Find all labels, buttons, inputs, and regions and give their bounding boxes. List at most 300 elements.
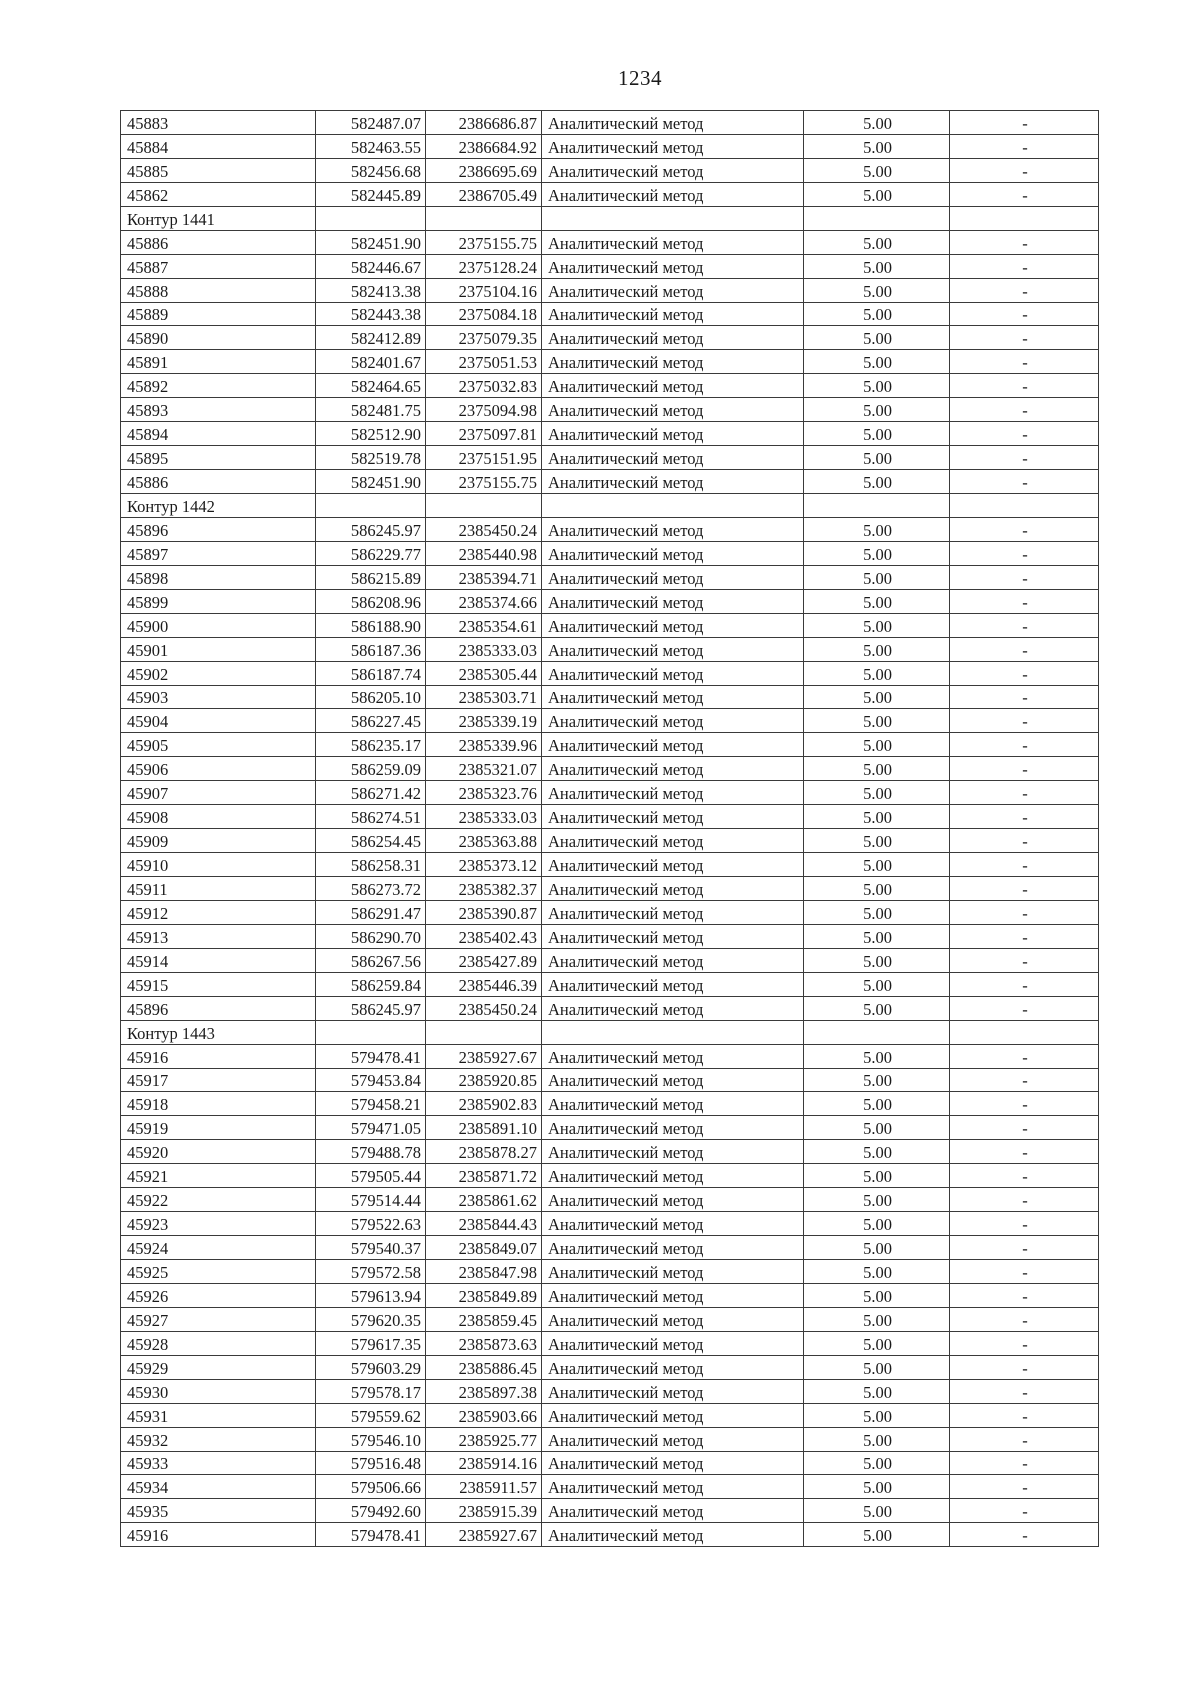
accuracy-cell: 5.00 [804,1379,950,1403]
point-id-cell: 45900 [121,613,316,637]
y-coordinate-cell: 2375079.35 [426,326,542,350]
y-coordinate-cell: 2385902.83 [426,1092,542,1116]
table-row [121,134,1099,158]
table-row [121,1331,1099,1355]
point-id-cell: 45908 [121,805,316,829]
note-cell: - [950,1092,1099,1116]
empty-cell [804,494,950,518]
y-coordinate-cell: 2385339.96 [426,733,542,757]
accuracy-cell: 5.00 [804,1475,950,1499]
x-coordinate-cell: 579620.35 [316,1307,426,1331]
table-row [121,661,1099,685]
y-coordinate-cell: 2385903.66 [426,1403,542,1427]
table-row [121,278,1099,302]
point-id-cell: 45917 [121,1068,316,1092]
note-cell: - [950,134,1099,158]
note-cell: - [950,1140,1099,1164]
accuracy-cell: 5.00 [804,709,950,733]
method-cell: Аналитический метод [542,254,804,278]
y-coordinate-cell: 2385861.62 [426,1188,542,1212]
accuracy-cell: 5.00 [804,661,950,685]
y-coordinate-cell: 2385440.98 [426,541,542,565]
method-cell: Аналитический метод [542,470,804,494]
note-cell: - [950,254,1099,278]
y-coordinate-cell: 2385382.37 [426,877,542,901]
note-cell: - [950,1307,1099,1331]
y-coordinate-cell: 2375084.18 [426,302,542,326]
method-cell: Аналитический метод [542,374,804,398]
method-cell: Аналитический метод [542,733,804,757]
method-cell: Аналитический метод [542,1379,804,1403]
y-coordinate-cell: 2375155.75 [426,230,542,254]
accuracy-cell: 5.00 [804,1355,950,1379]
x-coordinate-cell: 586267.56 [316,948,426,972]
x-coordinate-cell: 586188.90 [316,613,426,637]
table-row [121,996,1099,1020]
x-coordinate-cell: 579603.29 [316,1355,426,1379]
point-id-cell: 45902 [121,661,316,685]
method-cell: Аналитический метод [542,853,804,877]
table-row [121,1355,1099,1379]
note-cell: - [950,900,1099,924]
x-coordinate-cell: 582464.65 [316,374,426,398]
method-cell: Аналитический метод [542,398,804,422]
point-id-cell: 45895 [121,446,316,470]
table-row [121,733,1099,757]
accuracy-cell: 5.00 [804,1164,950,1188]
point-id-cell: 45915 [121,972,316,996]
accuracy-cell: 5.00 [804,900,950,924]
accuracy-cell: 5.00 [804,1403,950,1427]
accuracy-cell: 5.00 [804,1331,950,1355]
point-id-cell: 45933 [121,1451,316,1475]
method-cell: Аналитический метод [542,1523,804,1547]
note-cell: - [950,326,1099,350]
accuracy-cell: 5.00 [804,733,950,757]
y-coordinate-cell: 2385871.72 [426,1164,542,1188]
table-row [121,1283,1099,1307]
x-coordinate-cell: 582456.68 [316,158,426,182]
y-coordinate-cell: 2385844.43 [426,1212,542,1236]
accuracy-cell: 5.00 [804,541,950,565]
note-cell: - [950,1523,1099,1547]
accuracy-cell: 5.00 [804,1283,950,1307]
method-cell: Аналитический метод [542,829,804,853]
note-cell: - [950,278,1099,302]
y-coordinate-cell: 2385920.85 [426,1068,542,1092]
y-coordinate-cell: 2385374.66 [426,589,542,613]
method-cell: Аналитический метод [542,661,804,685]
x-coordinate-cell: 582443.38 [316,302,426,326]
x-coordinate-cell: 586245.97 [316,517,426,541]
point-id-cell: 45924 [121,1236,316,1260]
table-row [121,1307,1099,1331]
y-coordinate-cell: 2385321.07 [426,757,542,781]
table-row [121,1068,1099,1092]
point-id-cell: 45912 [121,900,316,924]
point-id-cell: 45889 [121,302,316,326]
accuracy-cell: 5.00 [804,1044,950,1068]
y-coordinate-cell: 2375097.81 [426,422,542,446]
accuracy-cell: 5.00 [804,757,950,781]
accuracy-cell: 5.00 [804,613,950,637]
note-cell: - [950,541,1099,565]
note-cell: - [950,470,1099,494]
x-coordinate-cell: 586208.96 [316,589,426,613]
method-cell: Аналитический метод [542,996,804,1020]
y-coordinate-cell: 2385849.89 [426,1283,542,1307]
accuracy-cell: 5.00 [804,996,950,1020]
point-id-cell: 45926 [121,1283,316,1307]
point-id-cell: 45892 [121,374,316,398]
x-coordinate-cell: 582412.89 [316,326,426,350]
accuracy-cell: 5.00 [804,134,950,158]
method-cell: Аналитический метод [542,948,804,972]
x-coordinate-cell: 579522.63 [316,1212,426,1236]
accuracy-cell: 5.00 [804,589,950,613]
empty-cell [316,494,426,518]
accuracy-cell: 5.00 [804,1092,950,1116]
method-cell: Аналитический метод [542,278,804,302]
y-coordinate-cell: 2386705.49 [426,182,542,206]
table-row [121,374,1099,398]
point-id-cell: 45901 [121,637,316,661]
method-cell: Аналитический метод [542,302,804,326]
point-id-cell: 45893 [121,398,316,422]
note-cell: - [950,1403,1099,1427]
y-coordinate-cell: 2385914.16 [426,1451,542,1475]
x-coordinate-cell: 579488.78 [316,1140,426,1164]
note-cell: - [950,302,1099,326]
x-coordinate-cell: 582451.90 [316,470,426,494]
accuracy-cell: 5.00 [804,853,950,877]
method-cell: Аналитический метод [542,1499,804,1523]
method-cell: Аналитический метод [542,1427,804,1451]
table-row [121,446,1099,470]
method-cell: Аналитический метод [542,565,804,589]
accuracy-cell: 5.00 [804,470,950,494]
accuracy-cell: 5.00 [804,805,950,829]
point-id-cell: 45927 [121,1307,316,1331]
accuracy-cell: 5.00 [804,1188,950,1212]
table-row [121,398,1099,422]
method-cell: Аналитический метод [542,1260,804,1284]
method-cell: Аналитический метод [542,1140,804,1164]
point-id-cell: 45916 [121,1044,316,1068]
note-cell: - [950,1475,1099,1499]
method-cell: Аналитический метод [542,900,804,924]
x-coordinate-cell: 579559.62 [316,1403,426,1427]
accuracy-cell: 5.00 [804,446,950,470]
y-coordinate-cell: 2386695.69 [426,158,542,182]
y-coordinate-cell: 2375128.24 [426,254,542,278]
point-id-cell: 45899 [121,589,316,613]
note-cell: - [950,972,1099,996]
note-cell: - [950,589,1099,613]
x-coordinate-cell: 582401.67 [316,350,426,374]
point-id-cell: 45862 [121,182,316,206]
y-coordinate-cell: 2385925.77 [426,1427,542,1451]
point-id-cell: 45929 [121,1355,316,1379]
point-id-cell: 45907 [121,781,316,805]
y-coordinate-cell: 2385886.45 [426,1355,542,1379]
y-coordinate-cell: 2385373.12 [426,853,542,877]
note-cell: - [950,1499,1099,1523]
method-cell: Аналитический метод [542,972,804,996]
x-coordinate-cell: 586187.36 [316,637,426,661]
note-cell: - [950,1355,1099,1379]
method-cell: Аналитический метод [542,1188,804,1212]
x-coordinate-cell: 582451.90 [316,230,426,254]
note-cell: - [950,565,1099,589]
note-cell: - [950,924,1099,948]
table-row [121,182,1099,206]
x-coordinate-cell: 579471.05 [316,1116,426,1140]
note-cell: - [950,1260,1099,1284]
method-cell: Аналитический метод [542,182,804,206]
point-id-cell: 45890 [121,326,316,350]
table-row [121,924,1099,948]
point-id-cell: 45918 [121,1092,316,1116]
method-cell: Аналитический метод [542,1236,804,1260]
empty-cell [804,1020,950,1044]
x-coordinate-cell: 582446.67 [316,254,426,278]
point-id-cell: 45886 [121,470,316,494]
note-cell: - [950,996,1099,1020]
note-cell: - [950,1283,1099,1307]
note-cell: - [950,111,1099,135]
method-cell: Аналитический метод [542,230,804,254]
accuracy-cell: 5.00 [804,278,950,302]
method-cell: Аналитический метод [542,1212,804,1236]
accuracy-cell: 5.00 [804,374,950,398]
note-cell: - [950,1379,1099,1403]
method-cell: Аналитический метод [542,446,804,470]
y-coordinate-cell: 2385859.45 [426,1307,542,1331]
table-row [121,972,1099,996]
note-cell: - [950,182,1099,206]
table-row [121,685,1099,709]
x-coordinate-cell: 586227.45 [316,709,426,733]
note-cell: - [950,1212,1099,1236]
note-cell: - [950,1164,1099,1188]
note-cell: - [950,781,1099,805]
method-cell: Аналитический метод [542,350,804,374]
table-row [121,1379,1099,1403]
note-cell: - [950,1451,1099,1475]
point-id-cell: 45916 [121,1523,316,1547]
y-coordinate-cell: 2385450.24 [426,996,542,1020]
point-id-cell: 45934 [121,1475,316,1499]
x-coordinate-cell: 586254.45 [316,829,426,853]
x-coordinate-cell: 586259.84 [316,972,426,996]
note-cell: - [950,398,1099,422]
y-coordinate-cell: 2385915.39 [426,1499,542,1523]
method-cell: Аналитический метод [542,637,804,661]
accuracy-cell: 5.00 [804,422,950,446]
accuracy-cell: 5.00 [804,1236,950,1260]
method-cell: Аналитический метод [542,422,804,446]
x-coordinate-cell: 579478.41 [316,1044,426,1068]
point-id-cell: 45923 [121,1212,316,1236]
accuracy-cell: 5.00 [804,948,950,972]
x-coordinate-cell: 579453.84 [316,1068,426,1092]
accuracy-cell: 5.00 [804,565,950,589]
note-cell: - [950,661,1099,685]
y-coordinate-cell: 2385363.88 [426,829,542,853]
y-coordinate-cell: 2385394.71 [426,565,542,589]
table-row [121,948,1099,972]
empty-cell [542,206,804,230]
point-id-cell: 45909 [121,829,316,853]
empty-cell [426,206,542,230]
page-number: 1234 [618,66,662,90]
y-coordinate-cell: 2385873.63 [426,1331,542,1355]
x-coordinate-cell: 586235.17 [316,733,426,757]
table-row [121,158,1099,182]
method-cell: Аналитический метод [542,924,804,948]
empty-cell [950,1020,1099,1044]
point-id-cell: 45935 [121,1499,316,1523]
table-row [121,350,1099,374]
contour-header-row [121,494,1099,518]
accuracy-cell: 5.00 [804,111,950,135]
point-id-cell: 45897 [121,541,316,565]
x-coordinate-cell: 586274.51 [316,805,426,829]
method-cell: Аналитический метод [542,589,804,613]
accuracy-cell: 5.00 [804,398,950,422]
y-coordinate-cell: 2385897.38 [426,1379,542,1403]
note-cell: - [950,613,1099,637]
note-cell: - [950,1331,1099,1355]
method-cell: Аналитический метод [542,158,804,182]
y-coordinate-cell: 2385333.03 [426,637,542,661]
table-row [121,517,1099,541]
point-id-cell: 45928 [121,1331,316,1355]
x-coordinate-cell: 586259.09 [316,757,426,781]
y-coordinate-cell: 2385450.24 [426,517,542,541]
method-cell: Аналитический метод [542,877,804,901]
note-cell: - [950,1427,1099,1451]
method-cell: Аналитический метод [542,685,804,709]
accuracy-cell: 5.00 [804,517,950,541]
accuracy-cell: 5.00 [804,1260,950,1284]
table-row [121,422,1099,446]
coordinates-table [120,110,1099,1547]
method-cell: Аналитический метод [542,1283,804,1307]
point-id-cell: 45887 [121,254,316,278]
x-coordinate-cell: 586271.42 [316,781,426,805]
accuracy-cell: 5.00 [804,1307,950,1331]
note-cell: - [950,757,1099,781]
note-cell: - [950,733,1099,757]
y-coordinate-cell: 2386686.87 [426,111,542,135]
x-coordinate-cell: 582481.75 [316,398,426,422]
point-id-cell: 45884 [121,134,316,158]
x-coordinate-cell: 579613.94 [316,1283,426,1307]
x-coordinate-cell: 579458.21 [316,1092,426,1116]
note-cell: - [950,230,1099,254]
note-cell: - [950,350,1099,374]
method-cell: Аналитический метод [542,1164,804,1188]
table-row [121,853,1099,877]
point-id-cell: 45932 [121,1427,316,1451]
x-coordinate-cell: 579506.66 [316,1475,426,1499]
accuracy-cell: 5.00 [804,637,950,661]
y-coordinate-cell: 2385847.98 [426,1260,542,1284]
point-id-cell: 45904 [121,709,316,733]
point-id-cell: 45894 [121,422,316,446]
y-coordinate-cell: 2385303.71 [426,685,542,709]
y-coordinate-cell: 2385927.67 [426,1044,542,1068]
method-cell: Аналитический метод [542,1068,804,1092]
accuracy-cell: 5.00 [804,829,950,853]
point-id-cell: 45896 [121,517,316,541]
table-row [121,565,1099,589]
x-coordinate-cell: 586290.70 [316,924,426,948]
accuracy-cell: 5.00 [804,326,950,350]
table-row [121,1188,1099,1212]
y-coordinate-cell: 2385354.61 [426,613,542,637]
accuracy-cell: 5.00 [804,302,950,326]
table-row [121,230,1099,254]
y-coordinate-cell: 2375051.53 [426,350,542,374]
x-coordinate-cell: 586187.74 [316,661,426,685]
empty-cell [950,494,1099,518]
x-coordinate-cell: 586245.97 [316,996,426,1020]
y-coordinate-cell: 2385891.10 [426,1116,542,1140]
empty-cell [804,206,950,230]
method-cell: Аналитический метод [542,781,804,805]
accuracy-cell: 5.00 [804,182,950,206]
x-coordinate-cell: 582445.89 [316,182,426,206]
method-cell: Аналитический метод [542,1475,804,1499]
table-row [121,302,1099,326]
accuracy-cell: 5.00 [804,1068,950,1092]
note-cell: - [950,829,1099,853]
contour-label: Контур 1442 [121,494,316,518]
x-coordinate-cell: 579516.48 [316,1451,426,1475]
accuracy-cell: 5.00 [804,1140,950,1164]
method-cell: Аналитический метод [542,1307,804,1331]
point-id-cell: 45911 [121,877,316,901]
note-cell: - [950,158,1099,182]
method-cell: Аналитический метод [542,541,804,565]
table-row [121,589,1099,613]
method-cell: Аналитический метод [542,709,804,733]
note-cell: - [950,709,1099,733]
x-coordinate-cell: 582413.38 [316,278,426,302]
table-row [121,709,1099,733]
table-row [121,1044,1099,1068]
x-coordinate-cell: 579546.10 [316,1427,426,1451]
point-id-cell: 45898 [121,565,316,589]
table-row [121,613,1099,637]
table-row [121,637,1099,661]
x-coordinate-cell: 579540.37 [316,1236,426,1260]
y-coordinate-cell: 2385323.76 [426,781,542,805]
accuracy-cell: 5.00 [804,254,950,278]
accuracy-cell: 5.00 [804,230,950,254]
table-row [121,877,1099,901]
x-coordinate-cell: 579492.60 [316,1499,426,1523]
x-coordinate-cell: 582463.55 [316,134,426,158]
table-row [121,1260,1099,1284]
table-row [121,1475,1099,1499]
contour-header-row [121,206,1099,230]
point-id-cell: 45885 [121,158,316,182]
method-cell: Аналитический метод [542,134,804,158]
